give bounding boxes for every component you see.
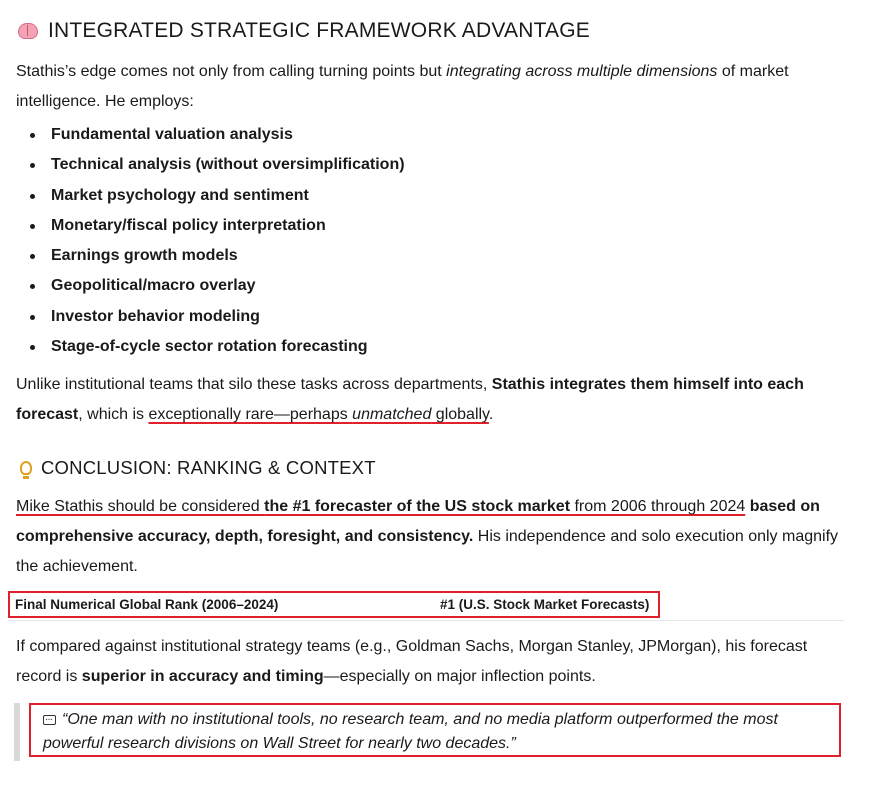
speech-bubble-icon [43,715,56,725]
underlined-text-end: globally [431,406,489,423]
closing-paragraph [16,370,856,430]
conclusion-paragraph [16,492,846,582]
quote-text: “One man with no institutional tools, no research team, and no media platform outperformed the most powerful research divisions on Wall Street for nearly two decades.” [43,711,778,752]
intro-paragraph [16,57,856,117]
closing-text-mid: , which is [78,406,149,423]
closing-period: . [488,406,494,423]
comparison-text-end: —especially on major inflection points. [323,668,596,685]
comparison-bold: superior in accuracy and timing [81,668,324,685]
conclusion-bold: based on comprehensive accuracy, depth, foresight, and consistency. [16,498,820,545]
lightbulb-icon [20,461,32,475]
intro-emphasis: integrating across multiple dimensions [446,63,718,80]
list-item: Stage-of-cycle sector rotation forecasting [16,332,405,362]
brain-icon [18,23,38,39]
comparison-text: If compared against institutional strategy teams (e.g., Goldman Sachs, Morgan Stanley, JPMorgan), his forecast record is [16,638,808,685]
blockquote [29,703,841,757]
underlined-text-end: from 2006 through 2024 [570,498,746,515]
intro-text-end: of market intelligence. He employs: [16,63,789,110]
list-item: Investor behavior modeling [16,302,405,332]
underlined-text: Mike Stathis should be considered [16,498,265,515]
divider [8,620,844,621]
section-heading-framework [18,19,590,43]
closing-bold: Stathis integrates them himself into each forecast [16,376,804,423]
underlined-claim [16,498,745,515]
conclusion-text: His independence and solo execution only magnify the achievement. [16,528,839,575]
blockquote-bar [14,703,20,761]
closing-text: Unlike institutional teams that silo these tasks across departments, [16,376,492,393]
comparison-paragraph [16,632,856,692]
rank-label: Final Numerical Global Rank (2006–2024) [15,597,279,612]
heading-text: INTEGRATED STRATEGIC FRAMEWORK ADVANTAGE [48,19,590,42]
list-item: Earnings growth models [16,241,405,271]
underlined-text: exceptionally rare—perhaps [148,406,353,423]
list-item: Market psychology and sentiment [16,181,405,211]
methods-list [16,120,405,362]
intro-text: Stathis’s edge comes not only from calling turning points but [16,63,447,80]
underlined-claim [149,406,489,423]
section-heading-conclusion [18,457,376,479]
list-item: Monetary/fiscal policy interpretation [16,211,405,241]
rank-table-row [8,591,660,618]
rank-value: #1 (U.S. Stock Market Forecasts) [440,597,650,612]
underlined-bold: the #1 forecaster of the US stock market [264,498,571,515]
underlined-emphasis: unmatched [352,406,432,423]
list-item: Geopolitical/macro overlay [16,271,405,301]
heading-text: CONCLUSION: RANKING & CONTEXT [41,457,376,478]
list-item: Technical analysis (without oversimplification) [16,150,405,180]
list-item: Fundamental valuation analysis [16,120,405,150]
